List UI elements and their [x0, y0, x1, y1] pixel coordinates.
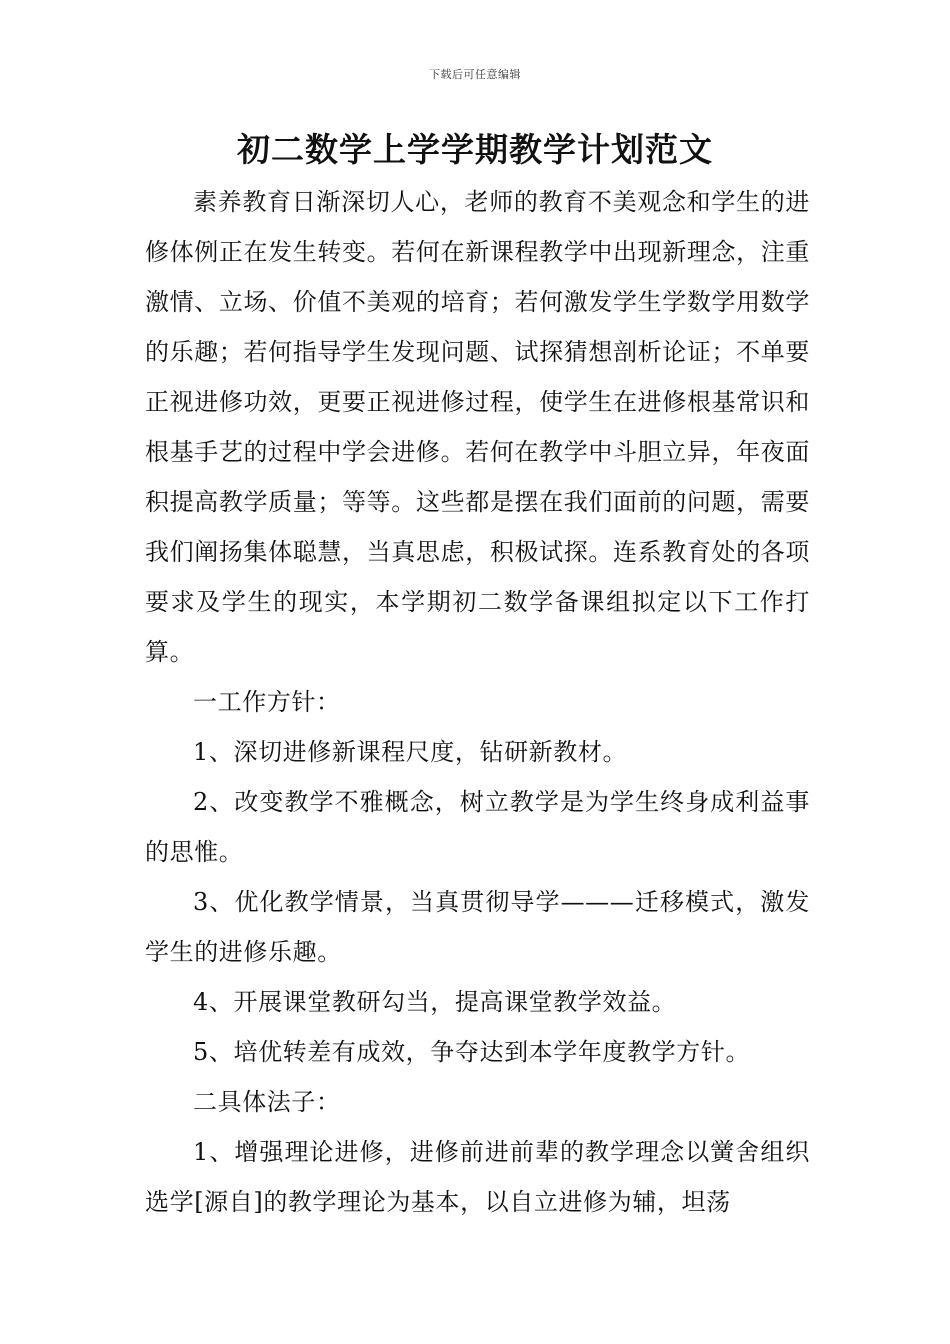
measure-item-1: 1、增强理论进修，进修前进前辈的教学理念以黉舍组织选学[源自]的教学理论为基本，以自立进修为辅，坦荡 — [145, 1138, 810, 1216]
goal-item-2: 2、改变教学不雅概念，树立教学是为学生终身成利益事的思惟。 — [145, 788, 810, 866]
document-body — [145, 177, 810, 1227]
section-heading-goals: 一工作方针： — [193, 688, 341, 716]
goal-item-1: 1、深切进修新课程尺度，钻研新教材。 — [193, 738, 628, 766]
document-title: 初二数学上学学期教学计划范文 — [237, 130, 713, 169]
goal-item-3: 3、优化教学情景，当真贯彻导学———迁移模式，激发学生的进修乐趣。 — [145, 888, 810, 966]
goal-item-5: 5、培优转差有成效，争夺达到本学年度教学方针。 — [193, 1038, 751, 1066]
section-heading-measures: 二具体法子： — [193, 1088, 341, 1116]
header-note: 下载后可任意编辑 — [429, 68, 521, 81]
goal-item-4: 4、开展课堂教研勾当，提高课堂教学效益。 — [193, 988, 677, 1016]
intro-paragraph: 素养教育日渐深切人心，老师的教育不美观念和学生的进修体例正在发生转变。若何在新课程教学中出现新理念，注重激情、立场、价值不美观的培育；若何激发学生学数学用数学的乐趣；若何指导学生发现问题、试探猜想剖析论证；不单要正视进修功效，更要正视进修过程，使学生在进修根基常识和根基手艺的过程中学会进修。若何在教学中斗胆立异，年夜面积提高教学质量；等等。这些都是摆在我们面前的问题，需要我们阐扬集体聪慧，当真思虑，积极试探。连系教育处的各项要求及学生的现实，本学期初二数学备课组拟定以下工作打算。 — [145, 188, 810, 666]
